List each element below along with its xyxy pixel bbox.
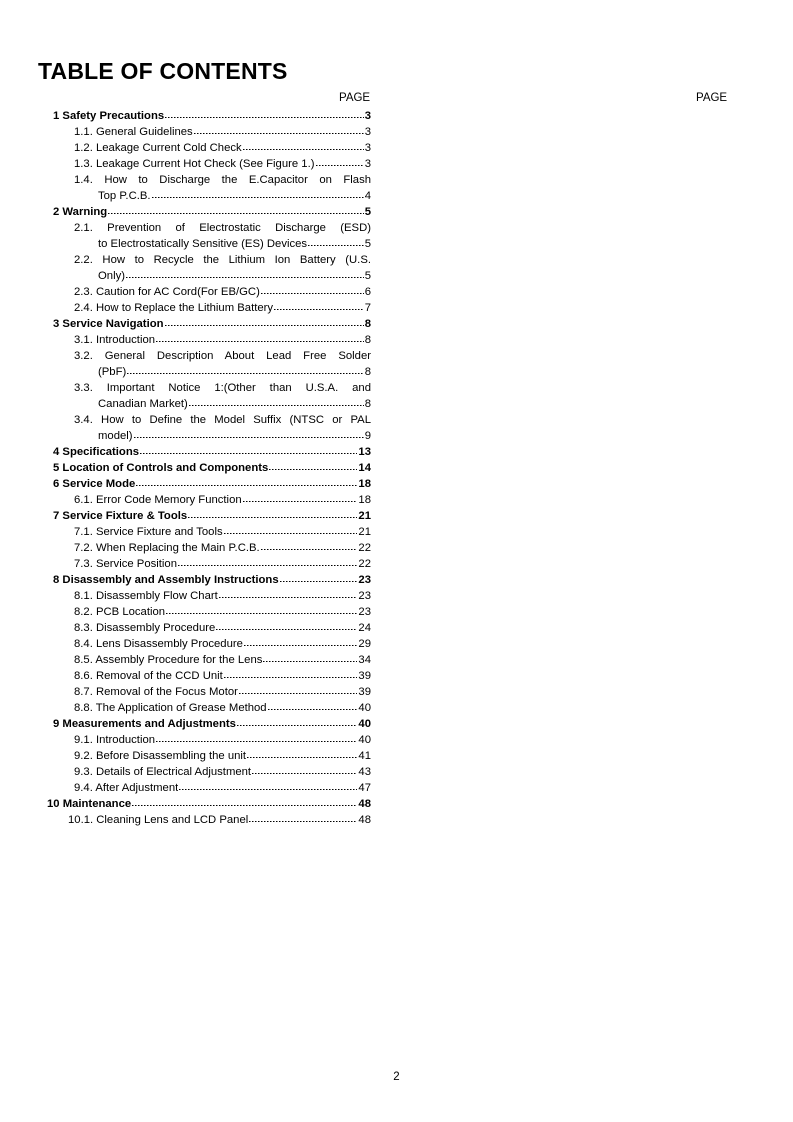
toc-entry-title: 9 Measurements and Adjustments	[53, 718, 236, 730]
toc-entry-page: 6	[364, 286, 371, 298]
toc-entry[interactable]	[0, 140, 400, 156]
toc-entry[interactable]	[0, 460, 400, 476]
toc-entry-title: 7.1. Service Fixture and Tools	[74, 526, 223, 538]
toc-entry-title: 3.2. General Description About Lead Free Solder	[74, 350, 371, 362]
toc-entry-page: 23	[358, 590, 371, 602]
toc-entry[interactable]	[0, 588, 400, 604]
toc-entry-title: 3.4. How to Define the Model Suffix (NTSC or PAL	[74, 414, 371, 426]
toc-entry[interactable]	[0, 124, 400, 140]
toc-entry-page: 3	[364, 126, 371, 138]
toc-entry-page: 23	[358, 574, 371, 586]
toc-entry-page: 40	[358, 702, 371, 714]
toc-entry[interactable]	[0, 108, 400, 124]
toc-dot-leader	[127, 364, 363, 380]
toc-dot-leader	[224, 524, 358, 540]
toc-entry[interactable]	[0, 716, 400, 732]
toc-entry-title: 2 Warning	[53, 206, 108, 218]
page-number: 2	[393, 1071, 400, 1083]
toc-entry[interactable]	[0, 556, 400, 572]
toc-entry-title: 1.4. How to Discharge the E.Capacitor on Flash	[74, 174, 371, 186]
toc-entry-page: 3	[364, 110, 371, 122]
toc-dot-leader	[261, 540, 358, 556]
toc-dot-leader	[132, 796, 357, 812]
toc-entry[interactable]	[0, 380, 400, 412]
toc-entry-page: 14	[358, 462, 371, 474]
toc-entry-page: 22	[358, 558, 371, 570]
toc-entry-title: (PbF)	[98, 366, 127, 378]
toc-entry[interactable]	[0, 636, 400, 652]
toc-dot-leader	[136, 476, 357, 492]
toc-dot-leader	[239, 684, 358, 700]
toc-entry-page: 48	[358, 798, 371, 810]
toc-entry[interactable]	[0, 156, 400, 172]
toc-entry[interactable]	[0, 204, 400, 220]
toc-entry-page: 40	[358, 734, 371, 746]
toc-entry-title: 7.2. When Replacing the Main P.C.B.	[74, 542, 260, 554]
toc-entry-title: 9.2. Before Disassembling the unit	[74, 750, 247, 762]
toc-dot-leader	[152, 188, 364, 204]
toc-entry[interactable]	[0, 412, 400, 444]
toc-dot-leader	[219, 588, 358, 604]
toc-entry-page: 34	[358, 654, 371, 666]
toc-entry-title: 5 Location of Controls and Components	[53, 462, 269, 474]
toc-dot-leader	[224, 668, 358, 684]
toc-entry-page: 18	[358, 494, 371, 506]
toc-entry[interactable]	[0, 332, 400, 348]
toc-dot-leader	[308, 236, 364, 252]
toc-dot-leader	[243, 492, 358, 508]
toc-entry-title: 3 Service Navigation	[53, 318, 164, 330]
toc-entry-title: 2.3. Caution for AC Cord(For EB/GC)	[74, 286, 260, 298]
toc-dot-leader	[108, 204, 364, 220]
toc-entry-page: 7	[364, 302, 371, 314]
toc-dot-leader	[243, 140, 364, 156]
toc-entry-title: 8.4. Lens Disassembly Procedure	[74, 638, 243, 650]
toc-entry-title: 1.3. Leakage Current Hot Check (See Figure 1.)	[74, 158, 315, 170]
toc-entry[interactable]	[0, 284, 400, 300]
toc-entry-title: 8.8. The Application of Grease Method	[74, 702, 267, 714]
toc-entry[interactable]	[0, 492, 400, 508]
toc-entry[interactable]	[0, 476, 400, 492]
toc-entry[interactable]	[0, 252, 400, 284]
toc-entry-page: 39	[358, 670, 371, 682]
toc-entry[interactable]	[0, 812, 400, 828]
toc-entry[interactable]	[0, 540, 400, 556]
page-title: TABLE OF CONTENTS	[38, 58, 288, 84]
toc-entry-title: 10.1. Cleaning Lens and LCD Panel	[68, 814, 249, 826]
table-of-contents	[0, 108, 400, 828]
toc-entry-title: Only)	[98, 270, 125, 282]
toc-entry-page: 21	[358, 510, 371, 522]
toc-dot-leader	[179, 780, 357, 796]
toc-dot-leader	[244, 636, 358, 652]
toc-dot-leader	[178, 556, 357, 572]
toc-entry[interactable]	[0, 684, 400, 700]
toc-entry[interactable]	[0, 172, 400, 204]
toc-entry-title: to Electrostatically Sensitive (ES) Devices	[98, 238, 308, 250]
toc-entry[interactable]	[0, 316, 400, 332]
toc-entry-title: 10 Maintenance	[47, 798, 132, 810]
toc-entry-title: 6 Service Mode	[53, 478, 136, 490]
toc-dot-leader	[249, 812, 357, 828]
toc-entry-page: 43	[358, 766, 371, 778]
toc-dot-leader	[247, 748, 357, 764]
toc-entry-title: 1 Safety Precautions	[53, 110, 165, 122]
toc-entry-page: 21	[358, 526, 371, 538]
toc-entry-title: 8 Disassembly and Assembly Instructions	[53, 574, 279, 586]
toc-entry[interactable]	[0, 220, 400, 252]
toc-entry[interactable]	[0, 748, 400, 764]
toc-dot-leader	[165, 108, 364, 124]
toc-dot-leader	[194, 124, 364, 140]
toc-dot-leader	[126, 268, 364, 284]
toc-entry[interactable]	[0, 780, 400, 796]
toc-entry-page: 40	[358, 718, 371, 730]
toc-entry[interactable]	[0, 668, 400, 684]
toc-entry-page: 9	[364, 430, 371, 442]
toc-entry-title: 7.3. Service Position	[74, 558, 177, 570]
toc-entry-page: 23	[358, 606, 371, 618]
toc-entry-title: 1.2. Leakage Current Cold Check	[74, 142, 242, 154]
toc-entry-page: 5	[364, 206, 371, 218]
toc-entry-title: 2.1. Prevention of Electrostatic Discharge (ESD)	[74, 222, 371, 234]
toc-dot-leader	[261, 284, 364, 300]
toc-entry-title: 2.2. How to Recycle the Lithium Ion Battery (U.S.	[74, 254, 371, 266]
toc-entry-title: 3.3. Important Notice 1:(Other than U.S.A. and	[74, 382, 371, 394]
toc-entry-title: 3.1. Introduction	[74, 334, 156, 346]
toc-entry-title: 7 Service Fixture & Tools	[53, 510, 188, 522]
toc-dot-leader	[140, 444, 357, 460]
page-column-header-left: PAGE	[339, 92, 371, 104]
toc-entry-page: 8	[364, 318, 371, 330]
toc-entry[interactable]	[0, 796, 400, 812]
toc-dot-leader	[269, 460, 357, 476]
toc-entry-page: 3	[364, 142, 371, 154]
toc-entry-title: model)	[98, 430, 133, 442]
toc-entry-page: 22	[358, 542, 371, 554]
toc-entry-title: 8.2. PCB Location	[74, 606, 166, 618]
toc-entry[interactable]	[0, 444, 400, 460]
toc-entry-page: 8	[364, 334, 371, 346]
toc-entry-title: 8.3. Disassembly Procedure	[74, 622, 216, 634]
toc-entry-page: 4	[364, 190, 371, 202]
toc-entry-page: 8	[364, 366, 371, 378]
toc-dot-leader	[252, 764, 357, 780]
toc-entry-page: 47	[358, 782, 371, 794]
toc-entry-page: 18	[358, 478, 371, 490]
toc-dot-leader	[263, 652, 357, 668]
toc-entry-title: 4 Specifications	[53, 446, 140, 458]
toc-dot-leader	[268, 700, 358, 716]
toc-entry[interactable]	[0, 700, 400, 716]
toc-entry[interactable]	[0, 300, 400, 316]
toc-entry-page: 5	[364, 270, 371, 282]
toc-entry[interactable]	[0, 508, 400, 524]
toc-entry-page: 8	[364, 398, 371, 410]
toc-entry-title: 9.3. Details of Electrical Adjustment	[74, 766, 252, 778]
toc-dot-leader	[166, 604, 357, 620]
toc-entry-page: 5	[364, 238, 371, 250]
toc-entry[interactable]	[0, 620, 400, 636]
toc-entry-page: 24	[358, 622, 371, 634]
toc-entry-title: 8.6. Removal of the CCD Unit	[74, 670, 223, 682]
toc-dot-leader	[237, 716, 358, 732]
toc-entry-title: 1.1. General Guidelines	[74, 126, 193, 138]
toc-entry[interactable]	[0, 524, 400, 540]
toc-entry-title: 2.4. How to Replace the Lithium Battery	[74, 302, 274, 314]
page-column-header-right: PAGE	[696, 92, 728, 104]
toc-dot-leader	[156, 332, 364, 348]
toc-entry-title: 8.5. Assembly Procedure for the Lens	[74, 654, 263, 666]
toc-dot-leader	[216, 620, 357, 636]
toc-entry-title: 6.1. Error Code Memory Function	[74, 494, 242, 506]
toc-entry[interactable]	[0, 348, 400, 380]
toc-entry-title: 9.1. Introduction	[74, 734, 156, 746]
toc-entry[interactable]	[0, 764, 400, 780]
toc-entry-title: 8.7. Removal of the Focus Motor	[74, 686, 238, 698]
toc-dot-leader	[188, 508, 357, 524]
toc-entry-page: 29	[358, 638, 371, 650]
toc-entry-page: 3	[364, 158, 371, 170]
toc-dot-leader	[134, 428, 364, 444]
toc-entry[interactable]	[0, 652, 400, 668]
toc-entry[interactable]	[0, 604, 400, 620]
toc-entry-title: Top P.C.B.	[98, 190, 151, 202]
toc-dot-leader	[280, 572, 358, 588]
toc-dot-leader	[156, 732, 357, 748]
toc-entry[interactable]	[0, 572, 400, 588]
toc-entry-title: 8.1. Disassembly Flow Chart	[74, 590, 218, 602]
toc-dot-leader	[189, 396, 364, 412]
toc-entry-page: 13	[358, 446, 371, 458]
toc-entry[interactable]	[0, 732, 400, 748]
toc-entry-title: Canadian Market)	[98, 398, 188, 410]
toc-entry-page: 39	[358, 686, 371, 698]
toc-dot-leader	[316, 156, 364, 172]
toc-entry-title: 9.4. After Adjustment	[74, 782, 179, 794]
toc-dot-leader	[165, 316, 364, 332]
toc-entry-page: 48	[358, 814, 371, 826]
toc-dot-leader	[274, 300, 364, 316]
toc-entry-page: 41	[358, 750, 371, 762]
